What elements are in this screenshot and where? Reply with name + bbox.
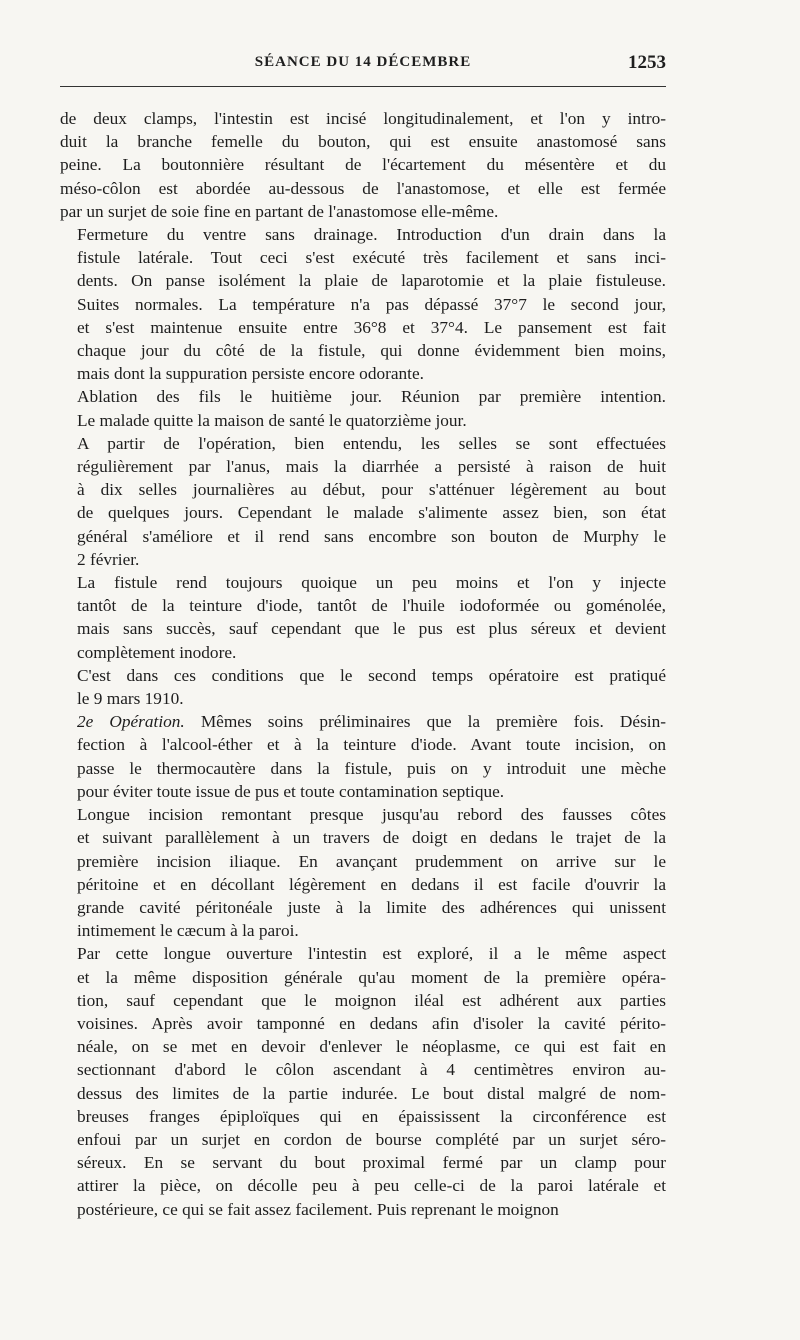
text-line: [60, 641, 666, 664]
text-line: [60, 571, 666, 594]
text-line: [60, 1082, 666, 1105]
line-text: Longue incision remontant presque jusqu'au rebord des fausses côtes: [77, 805, 666, 825]
text-line: [60, 339, 666, 362]
line-text: intimement le cæcum à la paroi.: [77, 921, 299, 941]
text-line: [60, 501, 666, 524]
line-text: tantôt de la teinture d'iode, tantôt de l'huile iodoformée ou goménolée,: [77, 596, 666, 616]
body-text: [60, 107, 666, 1221]
paragraph: [60, 107, 666, 223]
line-text: complètement inodore.: [77, 642, 237, 662]
text-line: [60, 478, 666, 501]
line-text: de quelques jours. Cependant le malade s'alimente assez bien, son état: [77, 503, 666, 523]
paragraph: [60, 942, 666, 1220]
line-text: Fermeture du ventre sans drainage. Introduction d'un drain dans la: [77, 225, 666, 245]
line-text: dessus des limites de la partie indurée. Le bout distal malgré de nom-: [77, 1083, 666, 1103]
line-text: 2 février.: [77, 549, 140, 569]
text-line: [60, 826, 666, 849]
text-line: [60, 269, 666, 292]
text-line: [60, 780, 666, 803]
text-line: [60, 525, 666, 548]
header-rule: [60, 86, 666, 87]
line-text: première incision iliaque. En avançant prudemment on arrive sur le: [77, 851, 666, 871]
paragraph: [60, 803, 666, 942]
line-text: de deux clamps, l'intestin est incisé longitudinalement, et l'on y intro-: [60, 109, 666, 128]
line-text: fection à l'alcool-éther et à la teinture d'iode. Avant toute incision, on: [77, 735, 666, 755]
line-text: général s'améliore et il rend sans encombre son bouton de Murphy le: [77, 526, 666, 546]
line-text: le 9 mars 1910.: [77, 689, 184, 709]
line-text: attirer la pièce, on décolle peu à peu celle-ci de la paroi latérale et: [77, 1176, 666, 1196]
line-text: Mêmes soins préliminaires que la première fois. Désin-: [184, 712, 666, 732]
text-line: [60, 200, 666, 223]
line-text: Le malade quitte la maison de santé le quatorzième jour.: [77, 410, 467, 430]
text-line: [60, 1035, 666, 1058]
text-line: [60, 733, 666, 756]
text-line: [60, 687, 666, 710]
text-line: [60, 873, 666, 896]
text-line: [60, 130, 666, 153]
line-text: et la même disposition générale qu'au moment de la première opéra-: [77, 967, 666, 987]
paragraph: [60, 571, 666, 664]
line-text: et suivant parallèlement à un travers de doigt en dedans le trajet de la: [77, 828, 666, 848]
line-text: Par cette longue ouverture l'intestin est exploré, il a le même aspect: [77, 944, 666, 964]
text-line: [60, 850, 666, 873]
text-line: [60, 548, 666, 571]
text-line: [60, 757, 666, 780]
text-line: [60, 385, 666, 408]
text-line: [60, 594, 666, 617]
line-text: méso-côlon est abordée au-dessous de l'anastomose, et elle est fermée: [60, 178, 666, 198]
paragraph: [60, 664, 666, 710]
line-text: néale, on se met en devoir d'enlever le néoplasme, ce qui est fait en: [77, 1037, 666, 1057]
text-line: [60, 455, 666, 478]
text-line: [60, 1105, 666, 1128]
text-line: [60, 803, 666, 826]
text-line: [60, 1128, 666, 1151]
text-line: [60, 710, 666, 733]
text-line: [60, 432, 666, 455]
line-text: A partir de l'opération, bien entendu, les selles se sont effectuées: [77, 433, 666, 453]
paragraph: [60, 223, 666, 385]
line-text: C'est dans ces conditions que le second temps opératoire est pratiqué: [77, 665, 666, 685]
text-line: [60, 153, 666, 176]
text-line: [60, 177, 666, 200]
line-text: dents. On panse isolément la plaie de laparotomie et la plaie fistuleuse.: [77, 271, 666, 291]
page-header: [60, 54, 666, 80]
text-line: [60, 409, 666, 432]
text-line: [60, 1151, 666, 1174]
line-text: tion, sauf cependant que le moignon iléal est adhérent aux parties: [77, 990, 666, 1010]
line-text: pour éviter toute issue de pus et toute contamination septique.: [77, 781, 505, 801]
line-text: enfoui par un surjet en cordon de bourse complété par un surjet séro-: [77, 1129, 666, 1149]
text-line: [60, 896, 666, 919]
line-text: voisines. Après avoir tamponné en dedans afin d'isoler la cavité périto-: [77, 1013, 666, 1033]
line-text: duit la branche femelle du bouton, qui est ensuite anastomosé sans: [60, 132, 666, 152]
text-line: [60, 942, 666, 965]
line-text: peine. La boutonnière résultant de l'écartement du mésentère et du: [60, 155, 666, 175]
text-line: [60, 1174, 666, 1197]
text-line: [60, 246, 666, 269]
paragraph: [60, 385, 666, 431]
line-text: mais dont la suppuration persiste encore odorante.: [77, 364, 424, 384]
line-text: fistule latérale. Tout ceci s'est exécuté très facilement et sans inci-: [77, 248, 666, 268]
text-line: [60, 1198, 666, 1221]
text-line: [60, 617, 666, 640]
line-text: Suites normales. La température n'a pas dépassé 37°7 le second jour,: [77, 294, 666, 314]
line-text: à dix selles journalières au début, pour s'atténuer légèrement au bout: [77, 480, 666, 500]
line-text: par un surjet de soie fine en partant de l'anastomose elle-même.: [60, 201, 499, 221]
text-line: [60, 919, 666, 942]
text-line: [60, 1012, 666, 1035]
line-text: chaque jour du côté de la fistule, qui donne évidemment bien moins,: [77, 341, 666, 361]
text-line: [60, 989, 666, 1012]
text-line: [60, 293, 666, 316]
line-text: régulièrement par l'anus, mais la diarrhée a persisté à raison de huit: [77, 457, 666, 477]
text-line: [60, 1058, 666, 1081]
text-line: [60, 316, 666, 339]
line-text: passe le thermocautère dans la fistule, puis on y introduit une mèche: [77, 758, 666, 778]
line-text: Ablation des fils le huitième jour. Réunion par première intention.: [77, 387, 666, 407]
section-lead: 2e Opération.: [77, 712, 185, 732]
text-line: [60, 107, 666, 130]
text-line: [60, 223, 666, 246]
running-head: SÉANCE DU 14 DÉCEMBRE: [254, 54, 472, 70]
paragraph: [60, 710, 666, 803]
text-line: [60, 966, 666, 989]
line-text: La fistule rend toujours quoique un peu moins et l'on y injecte: [77, 573, 666, 593]
line-text: grande cavité péritonéale juste à la limite des adhérences qui unissent: [77, 897, 666, 917]
page-number: 1253: [628, 52, 666, 73]
line-text: péritoine et en décollant légèrement en dedans il est facile d'ouvrir la: [77, 874, 666, 894]
line-text: et s'est maintenue ensuite entre 36°8 et 37°4. Le pansement est fait: [77, 317, 666, 337]
line-text: breuses franges épiploïques qui en épaississent la circonférence est: [77, 1106, 666, 1126]
line-text: mais sans succès, sauf cependant que le pus est plus séreux et devient: [77, 619, 666, 639]
paragraph: [60, 432, 666, 571]
line-text: sectionnant d'abord le côlon ascendant à 4 centimètres environ au-: [77, 1060, 666, 1080]
line-text: postérieure, ce qui se fait assez facilement. Puis reprenant le moignon: [77, 1199, 559, 1219]
text-line: [60, 664, 666, 687]
text-line: [60, 362, 666, 385]
line-text: séreux. En se servant du bout proximal fermé par un clamp pour: [77, 1153, 666, 1173]
